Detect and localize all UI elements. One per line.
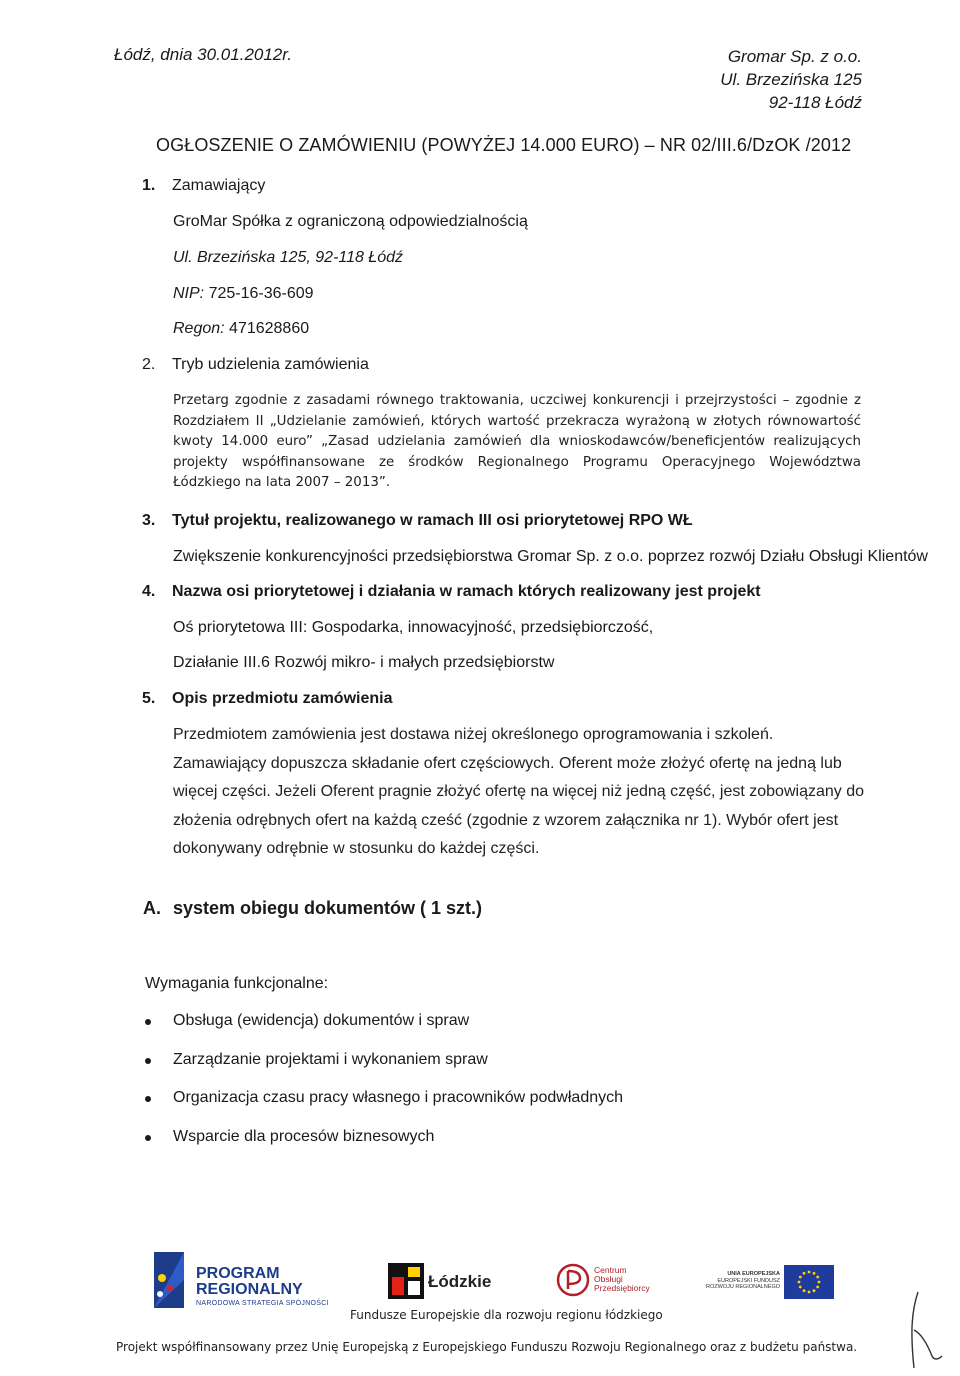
requirements-list: [143, 1012, 623, 1166]
list-item: Organizacja czasu pracy własnego i pracowników podwładnych: [143, 1089, 623, 1128]
section-number: 4.: [142, 583, 156, 600]
list-item: Wsparcie dla procesów biznesowych: [143, 1128, 623, 1167]
funds-caption: Fundusze Europejskie dla rozwoju regionu łódzkiego: [350, 1308, 663, 1322]
sender-address: [720, 45, 862, 114]
program-regionalny-logo: [148, 1250, 338, 1310]
footer-logos: [0, 1245, 960, 1315]
program-subtitle: NARODOWA STRATEGIA SPÓJNOŚCI: [196, 1300, 329, 1307]
lodzkie-logo: [388, 1263, 498, 1303]
program-title: PROGRAM REGIONALNY: [196, 1265, 303, 1298]
company-address: Ul. Brzezińska 125, 92-118 Łódź: [173, 249, 404, 266]
program-regionalny-icon: [148, 1250, 192, 1310]
sender-street: Ul. Brzezińska 125: [720, 70, 862, 89]
part-number: A.: [143, 898, 161, 918]
section-number: 5.: [142, 690, 156, 707]
section-label: Zamawiający: [172, 177, 266, 194]
lodzkie-icon: [388, 1263, 424, 1299]
centrum-obslugi-icon: [556, 1263, 590, 1297]
priority-action: Działanie III.6 Rozwój mikro- i małych przedsiębiorstw: [173, 654, 555, 671]
sender-name: Gromar Sp. z o.o.: [727, 47, 862, 66]
part-a-heading: [143, 898, 482, 919]
bullet-icon: [145, 1019, 151, 1025]
priority-axis: Oś priorytetowa III: Gospodarka, innowacyjność, przedsiębiorczość,: [173, 619, 654, 636]
section-label: Tytuł projektu, realizowanego w ramach III osi priorytetowej RPO WŁ: [172, 512, 693, 529]
bullet-icon: [145, 1096, 151, 1102]
company-regon: [173, 320, 309, 338]
list-item: Obsługa (ewidencja) dokumentów i spraw: [143, 1012, 623, 1051]
centrum-obslugi-logo: [556, 1263, 666, 1303]
bullet-icon: [145, 1135, 151, 1141]
section-3-heading: [142, 512, 693, 530]
regon-label: Regon:: [173, 320, 225, 337]
section-number: 2.: [142, 356, 156, 373]
document-title: OGŁOSZENIE O ZAMÓWIENIU (POWYŻEJ 14.000 EURO) – NR 02/III.6/DzOK /2012: [156, 135, 852, 155]
functional-requirements-label: Wymagania funkcjonalne:: [145, 975, 329, 992]
list-item: Zarządzanie projektami i wykonaniem spraw: [143, 1051, 623, 1090]
order-subject-description: Przedmiotem zamówienia jest dostawa niżej określonego oprogramowania i szkoleń. Zamawiający dopuszcza składanie ofert częściowych. Oferent może złożyć ofertę na jedną lub więcej części. Jeżeli Oferent pragnie złożyć ofertę na więcej niż jedną część, jest zobowiązany do złożenia odrębnych ofert na każdą cześć (zgodnie z wzorem załącznika nr 1). Wybór ofert jest dokonywany odrębnie w stosunku do każdej części.: [173, 726, 864, 857]
company-name: GroMar Spółka z ograniczoną odpowiedzialnością: [173, 213, 528, 230]
lodzkie-text: Łódzkie: [428, 1272, 492, 1291]
document-date: Łódź, dnia 30.01.2012r.: [114, 45, 293, 64]
section-number: 1.: [142, 177, 156, 194]
bullet-icon: [145, 1058, 151, 1064]
section-2-heading: [142, 356, 369, 374]
section-label: Nazwa osi priorytetowej i działania w ramach których realizowany jest projekt: [172, 583, 761, 600]
nip-label: NIP:: [173, 285, 205, 302]
part-label: system obiegu dokumentów ( 1 szt.): [173, 898, 483, 918]
project-title: Zwiększenie konkurencyjności przedsiębiorstwa Gromar Sp. z o.o. poprzez rozwój Działu Obsługi Klientów: [173, 548, 928, 565]
signature-icon: [896, 1290, 944, 1370]
nip-value: 725-16-36-609: [204, 285, 314, 302]
eu-text: UNIA EUROPEJSKA EUROPEJSKI FUNDUSZ ROZWOJU REGIONALNEGO: [706, 1271, 780, 1290]
section-1-heading: [142, 177, 265, 195]
eu-logo: [694, 1265, 834, 1301]
cofinancing-footer: Projekt współfinansowany przez Unię Europejską z Europejskiego Funduszu Rozwoju Regionalnego oraz z budżetu państwa.: [116, 1340, 858, 1354]
section-number: 3.: [142, 512, 156, 529]
section-label: Opis przedmiotu zamówienia: [172, 690, 393, 707]
company-nip: [173, 285, 314, 303]
sender-city: 92-118 Łódź: [768, 93, 862, 112]
eu-flag-icon: [784, 1265, 834, 1299]
regon-value: 471628860: [224, 320, 310, 337]
procedure-description: Przetarg zgodnie z zasadami równego traktowania, uczciwej konkurencji i przejrzystości – zgodnie z Rozdziałem II „Udzielanie zamówień, których wartość przekracza wyrażoną w złotych równowartość kwoty 14.000 euro” „Zasad udzielania zamówień dla wnioskodawców/beneficjentów realizujących projekty współfinansowane ze środków Regionalnego Programu Operacyjnego Województwa Łódzkiego na lata 2007 – 2013”.: [173, 393, 861, 490]
section-4-heading: [142, 583, 761, 601]
section-label: Tryb udzielenia zamówienia: [172, 356, 369, 373]
centrum-obslugi-text: Centrum Obsługi Przedsiębiorcy: [594, 1265, 650, 1293]
section-5-heading: [142, 690, 392, 708]
